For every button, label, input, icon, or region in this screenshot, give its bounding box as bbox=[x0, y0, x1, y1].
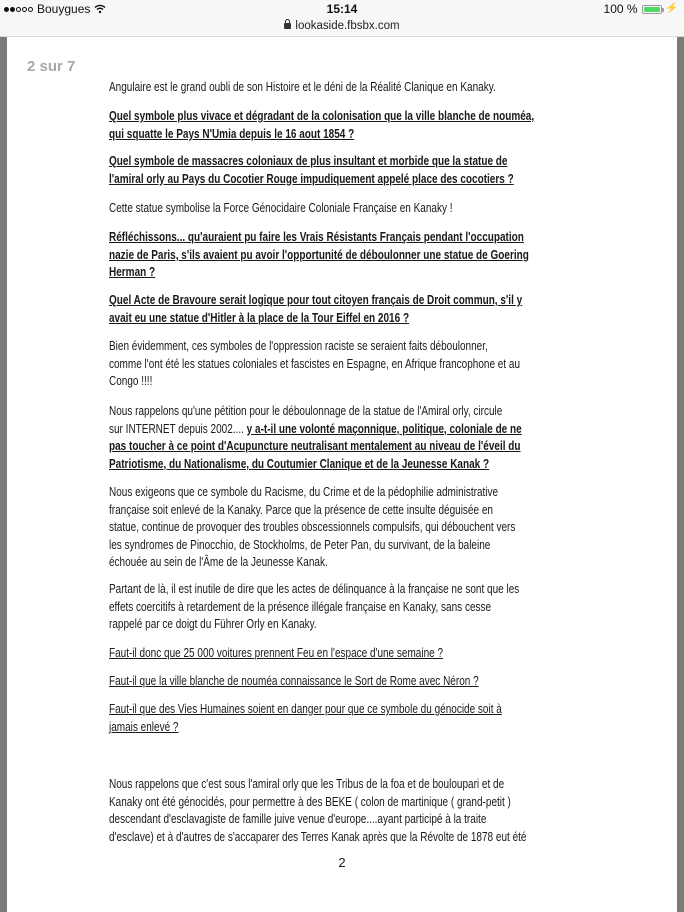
paragraph bbox=[109, 338, 589, 391]
emphasized-text-run: Quel symbole de massacres coloniaux de plus insultant et morbide que la statue de bbox=[109, 154, 508, 168]
paragraph bbox=[109, 484, 589, 572]
text-line bbox=[109, 599, 577, 617]
text-line bbox=[109, 673, 577, 691]
text-line bbox=[109, 338, 577, 356]
battery-percentage: 100 % bbox=[603, 2, 638, 16]
signal-dot bbox=[16, 7, 21, 12]
text-run: Angulaire est le grand oubli de son Histoire et le déni de la Réalité Clanique en Kanaky. bbox=[109, 80, 496, 94]
text-line bbox=[109, 484, 577, 502]
underlined-text-run: Faut-il que la ville blanche de nouméa connaissance le Sort de Rome avec Néron ? bbox=[109, 674, 479, 688]
text-line bbox=[109, 153, 577, 171]
text-line bbox=[109, 438, 577, 456]
emphasized-text-run: avait eu une statue d'Hitler à la place de la Tour Eiffel en 2016 ? bbox=[109, 310, 410, 325]
text-line bbox=[109, 247, 577, 265]
signal-dot bbox=[4, 7, 9, 12]
text-line bbox=[109, 126, 577, 144]
text-run: Nous exigeons que ce symbole du Racisme, du Crime et de la pédophilie administrative bbox=[109, 485, 499, 499]
text-run: les syndromes de Pinocchio, de Stockholms, de Peter Pan, du survivant, de la baleine bbox=[109, 537, 491, 552]
text-line bbox=[109, 79, 577, 97]
text-line bbox=[109, 229, 577, 247]
text-run: rappelé par ce doigt du Führer Orly en Kanaky. bbox=[109, 617, 317, 632]
battery-status bbox=[604, 2, 678, 16]
signal-strength-icon bbox=[4, 7, 33, 12]
text-line bbox=[109, 502, 577, 520]
text-line bbox=[109, 701, 577, 719]
text-line bbox=[109, 292, 577, 310]
text-line bbox=[109, 645, 577, 663]
carrier-info bbox=[4, 2, 106, 16]
text-line bbox=[109, 310, 577, 328]
paragraph bbox=[109, 200, 589, 218]
emphasized-text-run: Quel Acte de Bravoure serait logique pour tout citoyen français de Droit commun, s'il y bbox=[109, 293, 523, 307]
text-run: française soit enlevé de la Kanaky. Parce que la présence de cette insulte déguisée en bbox=[109, 502, 493, 517]
carrier-name: Bouygues bbox=[37, 2, 91, 16]
paragraph bbox=[109, 673, 589, 691]
text-run: Cette statue symbolise la Force Génocidaire Coloniale Française en Kanaky ! bbox=[109, 201, 453, 215]
battery-fill bbox=[644, 7, 660, 12]
emphasized-text-run: pas toucher à ce point d'Acupuncture neutralisant mentalement au niveau de l'éveil du bbox=[109, 439, 521, 454]
paragraph bbox=[109, 153, 589, 188]
text-line bbox=[109, 811, 577, 829]
document-body bbox=[109, 0, 589, 850]
emphasized-text-run: qui squatte le Pays N'Umia depuis le 16 aout 1854 ? bbox=[109, 126, 355, 141]
text-line bbox=[109, 403, 577, 421]
emphasized-text-run: nazie de Paris, s'ils avaient pu avoir l'opportunité de déboulonner une statue de Goering bbox=[109, 247, 529, 262]
url-text[interactable]: lookaside.fbsbx.com bbox=[295, 20, 400, 32]
clock: 15:14 bbox=[326, 2, 358, 16]
text-line bbox=[109, 554, 577, 572]
paragraph bbox=[109, 645, 589, 663]
text-line bbox=[109, 581, 577, 599]
page-indicator: 2 sur 7 bbox=[27, 58, 76, 75]
underlined-text-run: jamais enlevé ? bbox=[109, 719, 179, 734]
text-run: comme l'ont été les statues coloniales et fascistes en Espagne, en Afrique francophone et au bbox=[109, 356, 521, 371]
paragraph bbox=[109, 776, 589, 846]
text-line bbox=[109, 616, 577, 634]
paragraph bbox=[109, 403, 589, 473]
text-line bbox=[109, 719, 577, 737]
charging-icon: ⚡ bbox=[665, 3, 678, 14]
signal-dot bbox=[22, 7, 27, 12]
text-line bbox=[109, 264, 577, 282]
signal-dot bbox=[28, 7, 33, 12]
text-line bbox=[109, 421, 577, 439]
text-run: Bien évidemment, ces symboles de l'oppression raciste se seraient faits déboulonner, bbox=[109, 339, 488, 353]
paragraph bbox=[109, 701, 589, 736]
emphasized-text-run: Herman ? bbox=[109, 265, 156, 280]
wifi-icon bbox=[94, 4, 106, 14]
text-run: Nous rappelons que c'est sous l'amiral orly que les Tribus de la foa et de bouloupari et de bbox=[109, 777, 505, 791]
paragraph bbox=[109, 292, 589, 327]
emphasized-text-run: Patriotisme, du Nationalisme, du Coutumier Clanique et de la Jeunesse Kanak ? bbox=[109, 456, 490, 471]
paragraph bbox=[109, 79, 589, 97]
text-run: d'esclave) et à d'autres de s'accaparer des Terres Kanak après que la Révolte de 1878 eut été bbox=[109, 829, 527, 844]
text-line bbox=[109, 356, 577, 374]
text-line bbox=[109, 519, 577, 537]
text-line bbox=[109, 776, 577, 794]
underlined-text-run: Faut-il donc que 25 000 voitures prennent Feu en l'espace d'une semaine ? bbox=[109, 646, 444, 660]
emphasized-text-run: l'amiral orly au Pays du Cocotier Rouge impudiquement appelé place des cocotiers ? bbox=[109, 171, 514, 186]
emphasized-text-run: Quel symbole plus vivace et dégradant de la colonisation que la ville blanche de nouméa, bbox=[109, 109, 535, 123]
viewer-border-right bbox=[677, 37, 684, 912]
signal-dot bbox=[10, 7, 15, 12]
text-run: échouée au sein de l'Âme de la Jeunesse Kanak. bbox=[109, 555, 328, 570]
emphasized-text-run: Réfléchissons... qu'auraient pu faire les Vrais Résistants Français pendant l'occupation bbox=[109, 230, 524, 244]
battery-icon bbox=[642, 5, 662, 14]
text-line bbox=[109, 829, 577, 847]
text-run: effets coercitifs à retardement de la présence illégale française en Kanaky, sans cesse bbox=[109, 599, 492, 614]
text-run: sur INTERNET depuis 2002.... bbox=[109, 421, 247, 436]
text-run: Partant de là, il est inutile de dire que les actes de délinquance à la française ne sont que les bbox=[109, 582, 520, 596]
page-number: 2 bbox=[338, 855, 346, 870]
text-line bbox=[109, 200, 577, 218]
text-line bbox=[109, 171, 577, 189]
text-line bbox=[109, 794, 577, 812]
text-run: Congo !!!! bbox=[109, 374, 153, 389]
paragraph bbox=[109, 108, 589, 143]
text-line bbox=[109, 537, 577, 555]
text-run: Kanaky ont été génocidés, pour permettre à des BEKE ( colon de martinique ( grand-petit ) bbox=[109, 794, 511, 809]
paragraph bbox=[109, 229, 589, 282]
text-line bbox=[109, 456, 577, 474]
underlined-text-run: Faut-il que des Vies Humaines soient en danger pour que ce symbole du génocide soit à bbox=[109, 702, 502, 716]
emphasized-text-run: y a-t-il une volonté maçonnique, politique, coloniale de ne bbox=[246, 421, 522, 436]
text-run: Nous rappelons qu'une pétition pour le déboulonnage de la statue de l'Amiral orly, circule bbox=[109, 404, 503, 418]
text-run: statue, continue de provoquer des troubles obscessionnels compulsifs, qui débouchent vers bbox=[109, 520, 516, 535]
text-line bbox=[109, 373, 577, 391]
text-line bbox=[109, 108, 577, 126]
text-run: descendant d'esclavagiste de famille juive venue d'europe....ayant participé à la traite bbox=[109, 812, 487, 827]
viewer-border-left bbox=[0, 37, 7, 912]
paragraph bbox=[109, 581, 589, 634]
